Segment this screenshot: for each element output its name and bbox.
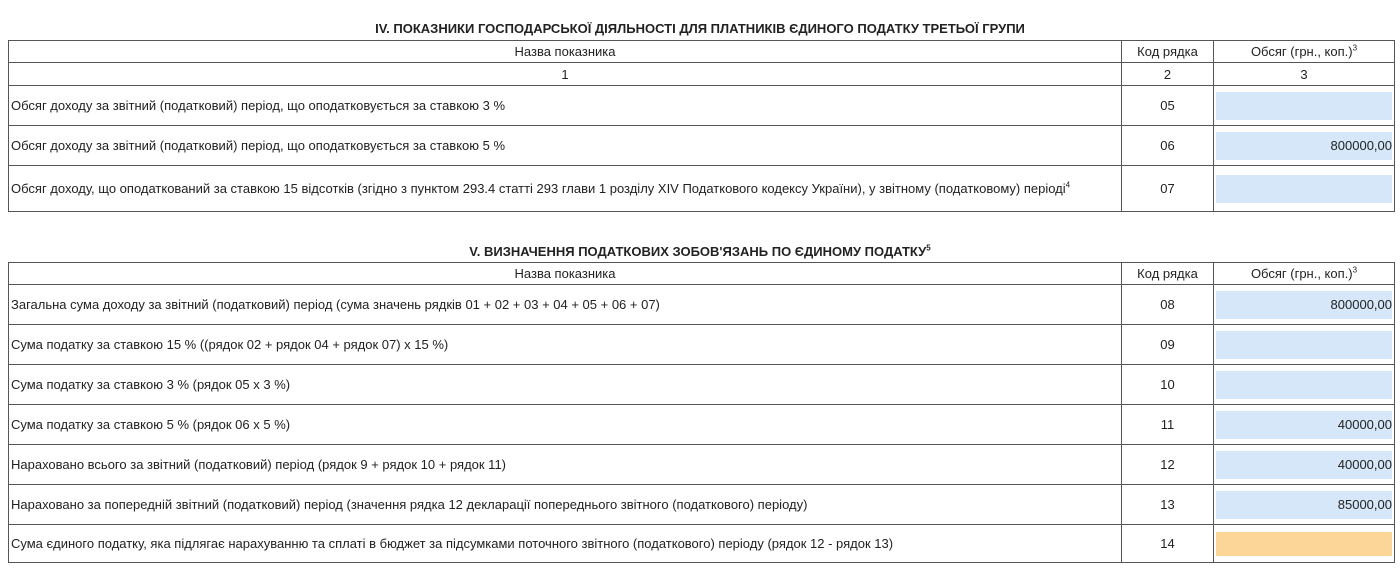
header-amount-text: Обсяг (грн., коп.) <box>1250 266 1353 281</box>
column-number-3: 3 <box>1214 63 1395 86</box>
footnote-marker: 3 <box>1352 265 1358 275</box>
table-row-07 <box>9 166 1395 212</box>
row-code: 13 <box>1122 485 1214 525</box>
table-header-row <box>9 263 1395 285</box>
amount-input-06[interactable]: 800000,00 <box>1216 132 1392 160</box>
row-name: Нараховано за попередній звітний (податковий) період (значення рядка 12 декларації попереднього звітного (податкового) періоду) <box>9 485 1122 525</box>
section-4-table <box>8 40 1395 212</box>
row-name: Сума податку за ставкою 3 % (рядок 05 x 3 %) <box>9 365 1122 405</box>
footnote-marker: 3 <box>1352 43 1358 53</box>
amount-input-12[interactable]: 40000,00 <box>1216 451 1392 479</box>
amount-input-07[interactable] <box>1216 175 1392 203</box>
table-row-10 <box>9 365 1395 405</box>
table-row-08 <box>9 285 1395 325</box>
table-row-05 <box>9 86 1395 126</box>
column-number-2: 2 <box>1122 63 1214 86</box>
table-header-row <box>9 41 1395 63</box>
table-row-13 <box>9 485 1395 525</box>
column-number-1: 1 <box>9 63 1122 86</box>
amount-input-05[interactable] <box>1216 92 1392 120</box>
row-code: 11 <box>1122 405 1214 445</box>
section-4-title-text: IV. ПОКАЗНИКИ ГОСПОДАРСЬКОЇ ДІЯЛЬНОСТІ ДЛЯ ПЛАТНИКІВ ЄДИНОГО ПОДАТКУ ТРЕТЬОЇ ГРУПИ <box>375 21 1025 36</box>
amount-input-09[interactable] <box>1216 331 1392 359</box>
header-amount-text: Обсяг (грн., коп.) <box>1250 44 1353 59</box>
header-amount <box>1214 41 1395 63</box>
row-value-cell <box>1214 525 1395 563</box>
section-5-title-text: V. ВИЗНАЧЕННЯ ПОДАТКОВИХ ЗОБОВ'ЯЗАНЬ ПО ЄДИНОМУ ПОДАТКУ <box>469 244 927 259</box>
row-name: Загальна сума доходу за звітний (податковий) період (сума значень рядків 01 + 02 + 03 + 04 + 05 + 06 + 07) <box>9 285 1122 325</box>
row-value-cell <box>1214 86 1395 126</box>
table-numbering-row <box>9 63 1395 86</box>
table-row-06 <box>9 126 1395 166</box>
amount-input-13[interactable]: 85000,00 <box>1216 491 1392 519</box>
row-name: Обсяг доходу за звітний (податковий) період, що оподатковується за ставкою 5 % <box>9 126 1122 166</box>
amount-input-14[interactable] <box>1216 532 1392 556</box>
header-code: Код рядка <box>1122 41 1214 63</box>
footnote-marker: 4 <box>1065 180 1071 190</box>
row-value-cell <box>1214 325 1395 365</box>
row-code: 10 <box>1122 365 1214 405</box>
row-code: 05 <box>1122 86 1214 126</box>
footnote-marker: 5 <box>926 243 931 253</box>
header-code: Код рядка <box>1122 263 1214 285</box>
table-row-12 <box>9 445 1395 485</box>
row-value-cell <box>1214 126 1395 166</box>
amount-input-08[interactable]: 800000,00 <box>1216 291 1392 319</box>
row-code: 12 <box>1122 445 1214 485</box>
row-name: Сума єдиного податку, яка підлягає нарахуванню та сплаті в бюджет за підсумками поточного звітного (податкового) періоду (рядок 12 - рядок 13) <box>9 525 1122 563</box>
row-name: Нараховано всього за звітний (податковий) період (рядок 9 + рядок 10 + рядок 11) <box>9 445 1122 485</box>
amount-input-10[interactable] <box>1216 371 1392 399</box>
row-value-cell <box>1214 405 1395 445</box>
header-name: Назва показника <box>9 41 1122 63</box>
row-code: 09 <box>1122 325 1214 365</box>
table-row-14 <box>9 525 1395 563</box>
row-code: 08 <box>1122 285 1214 325</box>
header-name: Назва показника <box>9 263 1122 285</box>
row-value-cell <box>1214 166 1395 212</box>
amount-input-11[interactable]: 40000,00 <box>1216 411 1392 439</box>
row-code: 06 <box>1122 126 1214 166</box>
table-row-09 <box>9 325 1395 365</box>
row-name-text: Обсяг доходу, що оподаткований за ставкою 15 відсотків (згідно з пунктом 293.4 статті 293 глави 1 розділу XIV Податкового кодексу України), у звітному (податковому) періоді <box>11 181 1066 196</box>
row-value-cell <box>1214 365 1395 405</box>
row-name <box>9 166 1122 212</box>
section-5-title <box>8 244 1392 260</box>
row-code: 07 <box>1122 166 1214 212</box>
row-name: Обсяг доходу за звітний (податковий) період, що оподатковується за ставкою 3 % <box>9 86 1122 126</box>
row-value-cell <box>1214 485 1395 525</box>
section-5-table <box>8 262 1395 563</box>
section-4-title <box>8 21 1392 37</box>
row-name: Сума податку за ставкою 15 % ((рядок 02 + рядок 04 + рядок 07) x 15 %) <box>9 325 1122 365</box>
row-code: 14 <box>1122 525 1214 563</box>
row-name: Сума податку за ставкою 5 % (рядок 06 x 5 %) <box>9 405 1122 445</box>
header-amount <box>1214 263 1395 285</box>
table-row-11 <box>9 405 1395 445</box>
row-value-cell <box>1214 285 1395 325</box>
row-value-cell <box>1214 445 1395 485</box>
